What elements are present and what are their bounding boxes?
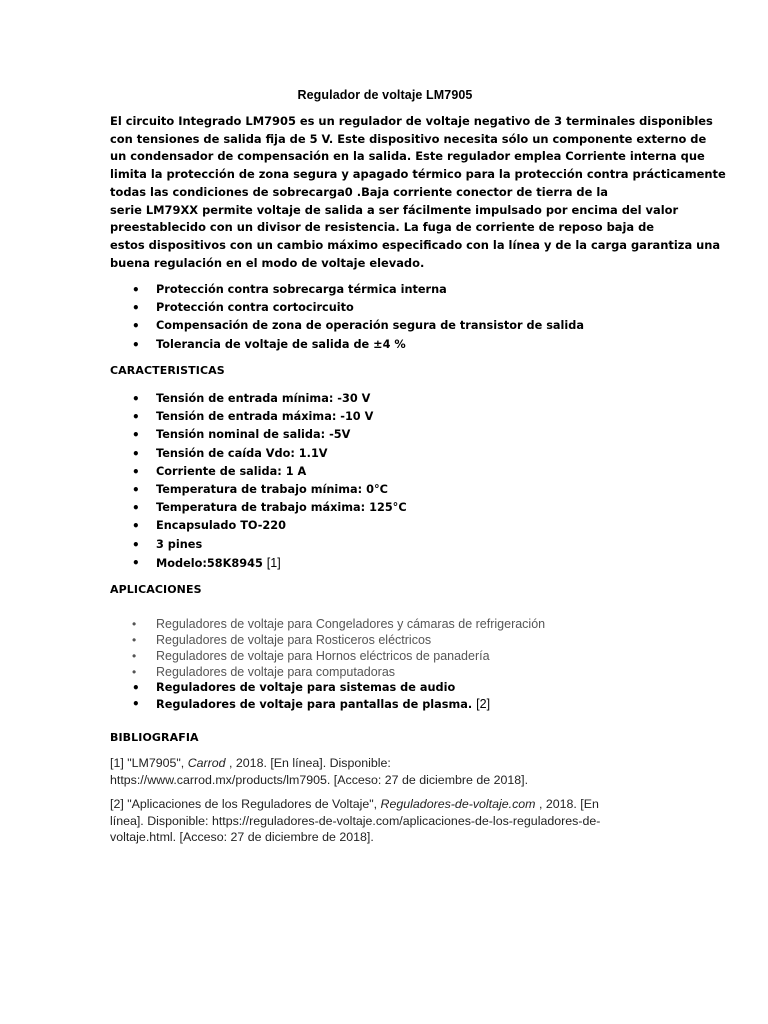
list-item-text: Tolerancia de voltaje de salida de ±4 % — [156, 337, 406, 351]
list-item — [110, 696, 660, 712]
bullet-icon: • — [132, 392, 140, 406]
bib-text: , 2018. [En — [535, 797, 599, 811]
list-item — [110, 664, 660, 680]
list-item-text: Reguladores de voltaje para Rosticeros eléctricos — [156, 633, 432, 647]
list-item-text: Corriente de salida: 1 A — [156, 464, 307, 478]
list-item — [110, 390, 660, 408]
bullet-icon: • — [132, 301, 140, 316]
bib-text: , 2018. [En línea]. Disponible: — [225, 756, 391, 770]
characteristics-heading: CARACTERISTICAS — [110, 364, 225, 377]
intro-line: El circuito Integrado LM7905 es un regulador de voltaje negativo de 3 terminales disponibles — [110, 114, 713, 128]
bibliography-heading: BIBLIOGRAFIA — [110, 731, 199, 744]
list-item-text: Reguladores de voltaje para sistemas de audio — [156, 681, 456, 694]
bullet-icon: • — [132, 665, 137, 679]
list-item — [110, 648, 660, 664]
list-item — [110, 336, 660, 354]
bib-line — [110, 755, 660, 772]
intro-line: un condensador de compensación en la salida. Este regulador emplea Corriente interna que — [110, 149, 705, 164]
bib-line — [110, 796, 660, 813]
list-item — [110, 616, 660, 632]
list-item — [110, 632, 660, 648]
list-item — [110, 499, 660, 517]
characteristics-list — [110, 390, 660, 572]
features-list — [110, 281, 660, 354]
list-item — [110, 536, 660, 554]
applications-heading: APLICACIONES — [110, 583, 202, 596]
bullet-icon: • — [132, 464, 140, 479]
list-item-text: Tensión de caída Vdo: 1.1V — [156, 446, 328, 460]
bullet-icon: • — [132, 428, 140, 443]
intro-line: todas las condiciones de sobrecarga0 .Baja corriente conector de tierra de la — [110, 184, 608, 199]
list-item-text: Protección contra cortocircuito — [156, 301, 354, 315]
list-item — [110, 281, 660, 299]
bibliography-entry-1 — [110, 755, 660, 788]
list-item-text: Reguladores de voltaje para pantallas de plasma. — [156, 698, 473, 711]
bullet-icon: • — [132, 681, 140, 695]
list-item — [110, 408, 660, 426]
bullet-icon: • — [132, 537, 140, 552]
document-title: Regulador de voltaje LM7905 — [297, 88, 473, 102]
list-item-text: Reguladores de voltaje para Congeladores y cámaras de refrigeración — [156, 617, 546, 631]
applications-list — [110, 616, 660, 712]
list-item-text: Tensión de entrada máxima: -10 V — [156, 410, 374, 424]
intro-line: buena regulación en el modo de voltaje elevado. — [110, 255, 425, 270]
bullet-icon: • — [132, 519, 140, 534]
list-item — [110, 481, 660, 499]
bib-url-line: voltaje.html. [Acceso: 27 de diciembre de 2018]. — [110, 830, 374, 844]
list-item-text: Tensión de entrada mínima: -30 V — [156, 392, 371, 405]
list-item-text: Temperatura de trabajo máxima: 125°C — [156, 501, 407, 515]
bullet-icon: • — [132, 283, 140, 297]
list-item-text: Reguladores de voltaje para Hornos eléctricos de panadería — [156, 649, 490, 663]
intro-line: limita la protección de zona segura y apagado térmico para la protección contra prácticamente — [110, 167, 726, 182]
list-item — [110, 299, 660, 317]
bullet-icon: • — [132, 555, 140, 570]
bibliography-entry-2 — [110, 796, 660, 846]
bib-text: [1] "LM7905", — [110, 756, 188, 770]
bib-source: Carrod — [187, 756, 226, 770]
intro-line: preestablecido con un divisor de resistencia. La fuga de corriente de reposo baja de — [110, 220, 655, 235]
document-page — [110, 0, 726, 1024]
bullet-icon: • — [132, 482, 140, 497]
bullet-icon: • — [132, 446, 140, 461]
list-item — [110, 445, 660, 463]
intro-line: serie LM79XX permite voltaje de salida a ser fácilmente impulsado por encima del valor — [110, 202, 679, 217]
list-item-text: Tensión nominal de salida: -5V — [156, 428, 351, 442]
bullet-icon: • — [132, 617, 137, 631]
intro-paragraph — [110, 113, 726, 272]
bullet-icon: • — [132, 633, 137, 647]
list-item — [110, 426, 660, 444]
citation-ref: [2] — [476, 697, 491, 711]
bib-source: Reguladores-de-voltaje.com — [380, 797, 536, 811]
bullet-icon: • — [132, 649, 137, 663]
intro-line: estos dispositivos con un cambio máximo especificado con la línea y de la carga garantiza una — [110, 237, 721, 252]
list-item-text: Temperatura de trabajo mínima: 0°C — [156, 482, 388, 496]
bullet-icon: • — [132, 501, 140, 516]
list-item-text: 3 pines — [156, 537, 203, 551]
citation-ref: [1] — [266, 555, 281, 570]
bib-url-line: https://www.carrod.mx/products/lm7905. [Acceso: 27 de diciembre de 2018]. — [110, 772, 529, 787]
list-item — [110, 517, 660, 535]
list-item-text: Reguladores de voltaje para computadoras — [156, 665, 396, 679]
bib-text: [2] "Aplicaciones de los Reguladores de Voltaje", — [110, 797, 381, 811]
bullet-icon: • — [132, 319, 140, 334]
intro-line: con tensiones de salida fija de 5 V. Este dispositivo necesita sólo un componente externo de — [110, 131, 707, 146]
list-item-text: Modelo:58K8945 — [156, 556, 263, 570]
list-item — [110, 554, 660, 572]
bullet-icon: • — [132, 410, 140, 425]
list-item — [110, 463, 660, 481]
list-item — [110, 680, 660, 696]
bullet-icon: • — [132, 337, 140, 352]
list-item-text: Encapsulado TO-220 — [156, 519, 286, 533]
bib-url-line: línea]. Disponible: https://reguladores-de-voltaje.com/aplicaciones-de-los-reguladores-de- — [110, 813, 601, 828]
bullet-icon: • — [132, 697, 140, 711]
list-item-text: Compensación de zona de operación segura de transistor de salida — [156, 319, 585, 333]
list-item — [110, 317, 660, 335]
list-item-text: Protección contra sobrecarga térmica interna — [156, 283, 447, 296]
